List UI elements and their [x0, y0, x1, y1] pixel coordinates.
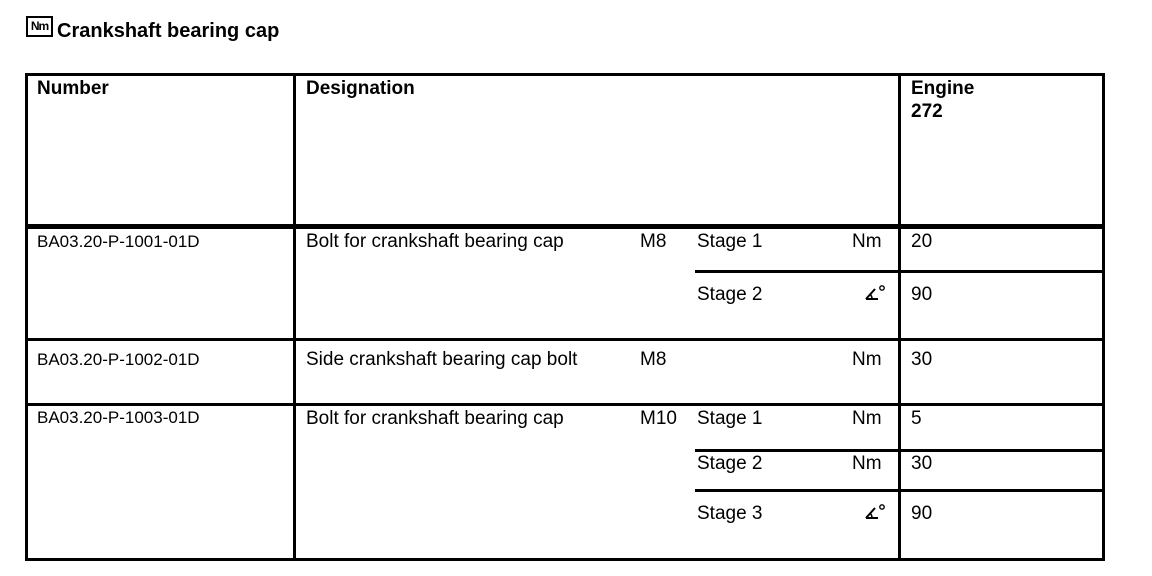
angle-degree-icon — [864, 284, 886, 302]
row-thread: M8 — [640, 231, 667, 252]
stage-label: Stage 2 — [697, 453, 763, 474]
angle-degree-icon — [864, 503, 886, 521]
row-designation: Side crankshaft bearing cap bolt — [306, 349, 578, 370]
stage-unit: Nm — [852, 349, 882, 370]
header-designation: Designation — [306, 78, 415, 99]
stage-unit: Nm — [852, 231, 882, 252]
stage-label: Stage 3 — [697, 503, 763, 524]
stage-unit: Nm — [852, 408, 882, 429]
column-divider-engine — [898, 73, 901, 561]
table-border-bottom — [25, 558, 1105, 561]
row-number: BA03.20-P-1002-01D — [37, 350, 200, 369]
header-engine: Engine — [911, 78, 975, 99]
stage-value: 5 — [911, 408, 922, 429]
stage-label: Stage 1 — [697, 408, 763, 429]
stage-value: 30 — [911, 453, 933, 474]
table-border-right — [1102, 73, 1105, 561]
stage-label: Stage 2 — [697, 284, 763, 305]
table-border-top — [25, 73, 1105, 76]
row-divider-1 — [25, 338, 1105, 341]
stage-value: 30 — [911, 349, 933, 370]
column-divider-designation — [293, 73, 296, 561]
table-border-left — [25, 73, 28, 561]
stage-value: 20 — [911, 231, 933, 252]
header-engine-model: 272 — [911, 101, 943, 122]
row-number: BA03.20-P-1003-01D — [37, 408, 200, 427]
torque-nm-icon: Nm — [26, 16, 53, 37]
stage-unit: Nm — [852, 453, 882, 474]
row-thread: M8 — [640, 349, 667, 370]
row-number: BA03.20-P-1001-01D — [37, 232, 200, 251]
stage-value: 90 — [911, 503, 933, 524]
page-title-text: Crankshaft bearing cap — [57, 20, 280, 42]
row-designation: Bolt for crankshaft bearing cap — [306, 231, 564, 252]
header-divider — [25, 224, 1105, 229]
stage-divider-row1 — [695, 270, 1105, 273]
stage-value: 90 — [911, 284, 933, 305]
stage-divider-row3-b — [695, 489, 1105, 492]
row-designation: Bolt for crankshaft bearing cap — [306, 408, 564, 429]
stage-label: Stage 1 — [697, 231, 763, 252]
row-thread: M10 — [640, 408, 677, 429]
header-number: Number — [37, 78, 109, 99]
